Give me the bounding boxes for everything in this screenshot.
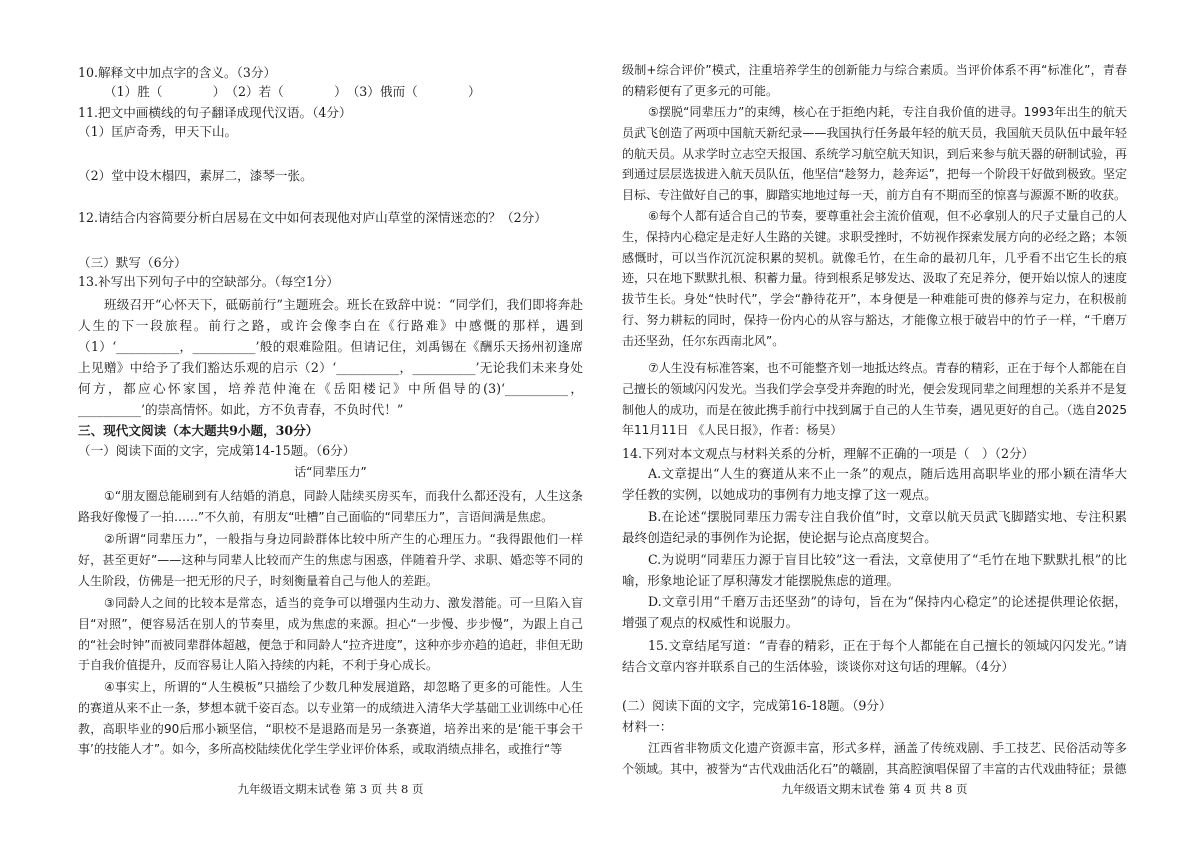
- article-paragraph-7: ⑦人生没有标准答案，也不可能整齐划一地抵达终点。青春的精彩，正在于每个人都能在自己擅长的领域闪闪发光。当我们学会享受并奔跑的时光，便会发现同辈之间理想的关系并不是复制他人的成功，而是在彼此携手前行中找到属于自己的人生节奏，遇见更好的自己。（选自2025年11月11日 《人民日报》，作者：杨昊）: [622, 361, 1127, 438]
- question-14: 14.下列对本文观点与材料关系的分析，理解不正确的一项是（ ）（2分）: [622, 446, 1035, 461]
- question-12: 12.请结合内容简要分析白居易在文中如何表现他对庐山草堂的深情迷恋的？（2分）: [78, 210, 547, 225]
- page-right: [622, 0, 1127, 848]
- question-11-item-1: （1）匡庐奇秀，甲天下山。: [78, 124, 238, 139]
- question-11-item-2: （2）堂中设木榻四，素屏二，漆琴一张。: [78, 168, 313, 183]
- question-10: 10.解释文中加点字的含义。（3分）: [78, 65, 277, 80]
- page-left: [78, 0, 583, 848]
- question-14-option-c: C.为说明“同辈压力源于盲目比较”这一看法，文章使用了“毛竹在地下默默扎根”的比喻，形象地论证了厚积薄发才能摆脱焦虑的道理。: [622, 552, 1127, 588]
- question-11: 11.把文中画横线的句子翻译成现代汉语。（4分）: [78, 105, 352, 120]
- article-paragraph-5: ⑤摆脱“同辈压力”的束缚，核心在于拒绝内耗，专注自我价值的进寻。1993年出生的航天员武飞创造了两项中国航天新纪录——我国执行任务最年轻的航天员，我国航天员队伍中最年轻的航天员。从求学时立志空天报国、系统学习航空航天知识，到后来参与航天器的研制试验，再到通过层层选拔进入航天员队伍，他坚信“趁努力，趁奔运”，把每一个阶段干好做到极致。坚定目标、专注做好自己的事，脚踏实地地过每一天，前方自有不期而至的惊喜与源源不断的收获。: [622, 105, 1127, 203]
- subsection-heading-2: (二）阅读下面的文字，完成第16-18题。（9分）: [622, 698, 892, 713]
- material-label-1: 材料一：: [622, 719, 673, 734]
- article-paragraph-4-continued: 级制+综合评价”模式，注重培养学生的创新能力与综合素质。当评价体系不再“标准化”，青春的精彩便有了更多元的可能。: [622, 63, 1127, 98]
- material-1-text: 江西省非物质文化遗产资源丰富，形式多样，涵盖了传统戏剧、手工技艺、民俗活动等多个领域。其中，被誉为“古代戏曲活化石”的赣剧，其高腔演唱保留了丰富的古代戏曲特征；景德: [622, 741, 1127, 776]
- question-15: 15.文章结尾写道：“青春的精彩，正在于每个人都能在自己擅长的领域闪闪发光。”请结合文章内容并联系自己的生活体验，谈谈你对这句话的理解。（4分）: [622, 638, 1127, 674]
- article-paragraph-6: ⑥每个人都有适合自己的节奏，要尊重社会主流价值观，但不必拿别人的尺子丈量自己的人生，保持内心稳定是走好人生路的关键。求职受挫时，不妨视作探索发展方向的必经之路；本领感慨时，可以当作沉沉淀积累的契机。就像毛竹，在生命的最初几年，几乎看不出它生长的痕迹，只在地下默默扎根、积蓄力量。待到根系足够发达、汲取了充足养分，便开始以惊人的速度拔节生长。身处“快时代”，学会“静待花开”，本身便是一种难能可贵的修养与定力，在积极前行、努力耕耘的同时，保持一份内心的从容与豁达，才能像立根于破岩中的竹子一样，“千磨万击还坚劲，任尔东西南北风”。: [622, 209, 1127, 348]
- question-14-option-a: A.文章提出“人生的赛道从来不止一条”的观点，随后选用高职毕业的邢小颖在清华大学任教的实例，以她成功的事例有力地支撑了这一观点。: [622, 466, 1127, 502]
- page-footer-left: 九年级语文期末试卷 第 3 页 共 8 页: [237, 782, 424, 796]
- question-14-option-b: B.在论述“摆脱同辈压力需专注自我价值”时，文章以航天员武飞脚踏实地、专注积累最终创造纪录的事例作为论据，使论据与论点高度契合。: [622, 509, 1127, 545]
- question-13-passage: 班级召开“心怀天下，砥砺前行”主题班会。班长在致辞中说：“同学们，我们即将奔赴人生的下一段旅程。前行之路，或许会像李白在《行路难》中感慨的那样，遇到（1）‘__________，__________’般的艰难险阻。但请记住，刘禹锡在《酬乐天扬州初逢席上见赠》中给予了我们豁达乐观的启示（2）‘__________，__________’无论我们未来身处何方，都应心怀家国，培养范仲淹在《岳阳楼记》中所倡导的(3)‘__________，__________’的崇高情怀。如此，方不负青春，不负时代！”: [78, 297, 583, 417]
- article-title: 话“同辈压力”: [294, 465, 367, 479]
- article-paragraph-1: ①“朋友圈总能刷到有人结婚的消息，同龄人陆续买房买车，而我什么都还没有，人生这条路我好像慢了一拍……”不久前，有朋友“吐槽”自己面临的“同辈压力”，言语间满是焦虑。: [78, 489, 583, 524]
- article-paragraph-2: ②所谓“同辈压力”，一般指与身边同龄群体比较中所产生的心理压力。“我得跟他们一样好，甚至更好”——这种与同辈人比较而产生的焦虑与困惑，伴随着升学、求职、婚恋等不同的人生阶段，仿佛是一把无形的尺子，时刻衡量着自己与他人的差距。: [78, 532, 583, 588]
- question-14-option-d: D.文章引用“千磨万击还坚劲”的诗句，旨在为“保持内心稳定”的论述提供理论依据，增强了观点的权威性和说服力。: [622, 594, 1127, 630]
- article-paragraph-3: ③同龄人之间的比较本是常态，适当的竞争可以增强内生动力、激发潜能。可一旦陷入盲目“对照”，便容易活在别人的节奏里，成为焦虑的来源。担心“一步慢、步步慢”，为跟上自己的“社会时钟”而被同辈群体超越，便急于和同龄人“拉齐进度”，这种亦步亦趋的追赶，非但无助于自我价值提升，反而容易让人陷入持续的内耗，不利于身心成长。: [78, 596, 583, 673]
- part-heading-modern-reading: 三、现代文阅读（本大题共9小题，30分）: [78, 423, 319, 438]
- page-footer-right: 九年级语文期末试卷 第 4 页 共 8 页: [781, 782, 968, 796]
- section-heading-recitation: （三）默写（6分）: [78, 255, 187, 270]
- question-10-options: （1）胜（ ） （2）若（ ） （3）俄而（ ）: [104, 84, 481, 99]
- article-paragraph-4: ④事实上，所谓的“人生模板”只描绘了少数几种发展道路，却忽略了更多的可能性。人生的赛道从来不止一条，梦想本就千姿百态。以专业第一的成绩进入清华大学基础工业训练中心任教，高职毕业的90后邢小颖坚信，“职校不是退路而是另一条赛道，培养出来的是‘能干事会干事’的技能人才”。如今，多所高校陆续优化学生学业评价体系，或取消绩点排名，或推行“等: [78, 680, 583, 757]
- question-13: 13.补写出下列句子中的空缺部分。（每空1分）: [78, 274, 340, 289]
- subsection-heading-1: （一）阅读下面的文字，完成第14-15题。（6分）: [78, 443, 356, 458]
